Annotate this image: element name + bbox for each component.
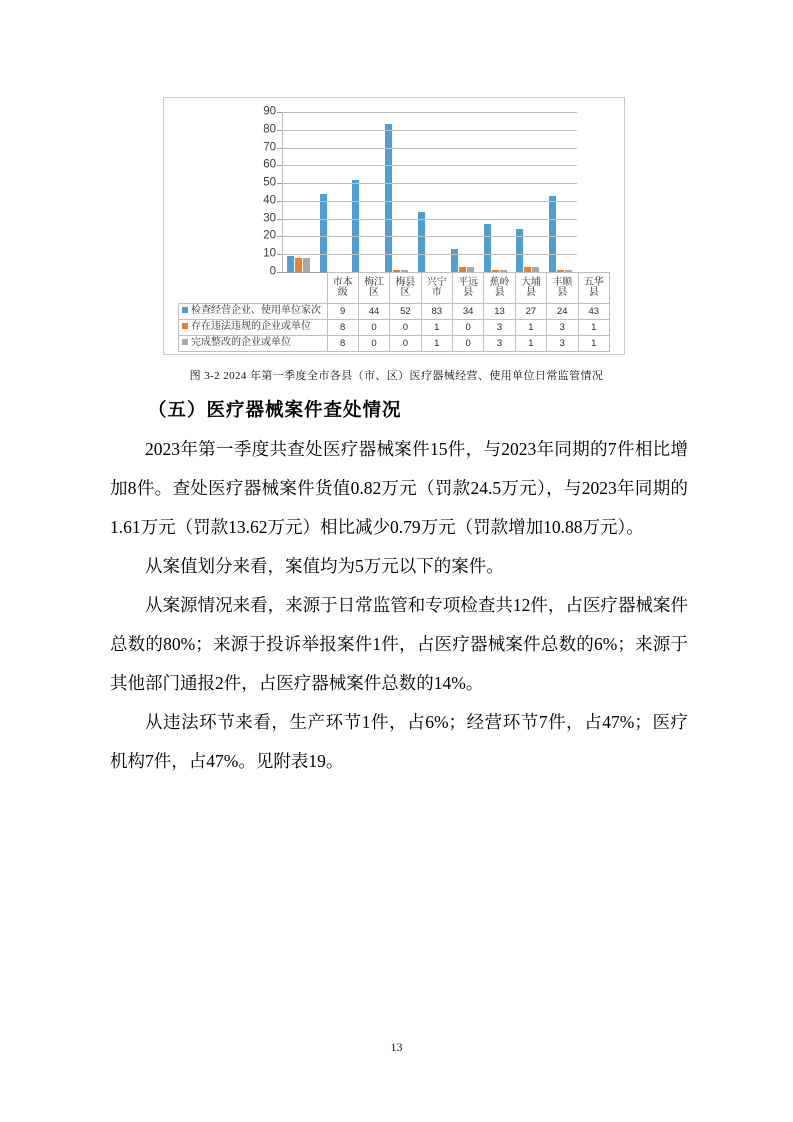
figure-chart-container xyxy=(163,97,625,355)
y-axis-tick-label: 0 xyxy=(269,265,276,278)
chart-gridline xyxy=(282,183,577,184)
legend-color-swatch-icon xyxy=(182,323,188,329)
table-column-header-line: 县 xyxy=(494,287,505,298)
chart-legend-item xyxy=(179,320,328,336)
table-column-header-line: 县 xyxy=(525,287,536,298)
chart-category-group xyxy=(348,112,381,272)
y-axis-tick-label: 70 xyxy=(263,140,276,153)
chart-legend-label: 检查经营企业、使用单位家次 xyxy=(191,305,321,317)
y-axis-tick-mark xyxy=(277,236,282,237)
table-cell: 0 xyxy=(358,336,389,352)
table-cell: 3 xyxy=(547,336,578,352)
table-column-header xyxy=(358,273,389,304)
table-cell: 44 xyxy=(358,304,389,320)
chart-bar xyxy=(352,180,359,272)
table-column-header xyxy=(547,273,578,304)
chart-gridline xyxy=(282,130,577,131)
chart-category-group xyxy=(380,112,413,272)
y-axis-tick-mark xyxy=(277,130,282,131)
table-column-header-line: 县 xyxy=(463,287,474,298)
table-cell: 1 xyxy=(578,320,610,336)
table-cell: 13 xyxy=(484,304,515,320)
chart-category-group xyxy=(511,112,544,272)
y-axis-tick-mark xyxy=(277,254,282,255)
chart-gridline xyxy=(282,236,577,237)
chart-category-group xyxy=(413,112,446,272)
chart-bar xyxy=(303,258,310,272)
chart-category-group xyxy=(315,112,348,272)
chart-data-table-body xyxy=(179,273,610,352)
y-axis-tick-label: 50 xyxy=(263,176,276,189)
table-column-header-line: 县 xyxy=(588,287,599,298)
chart-legend-item xyxy=(179,304,328,320)
body-paragraph: 从违法环节来看，生产环节1件，占6%；经营环节7件，占47%；医疗机构7件，占47%。见附表19。 xyxy=(110,712,688,771)
table-column-header-line: 蕉岭 xyxy=(489,276,510,288)
chart-gridline xyxy=(282,219,577,220)
table-cell: 43 xyxy=(578,304,610,320)
y-axis-tick-mark xyxy=(277,183,282,184)
table-cell: 8 xyxy=(327,336,358,352)
y-axis xyxy=(252,105,280,278)
y-axis-tick-mark xyxy=(277,112,282,113)
chart-legend-label: 存在违法违规的企业或单位 xyxy=(191,321,311,333)
table-cell: 1 xyxy=(515,320,546,336)
table-column-header xyxy=(327,273,358,304)
table-column-header-line: 平远 xyxy=(458,276,479,288)
page-number: 13 xyxy=(390,1040,403,1054)
table-cell: 1 xyxy=(421,320,452,336)
chart-gridline xyxy=(282,148,577,149)
body-paragraph: 从案值划分来看，案值均为5万元以下的案件。 xyxy=(145,556,504,576)
legend-color-swatch-icon xyxy=(182,339,188,345)
chart-legend-label: 完成整改的企业或单位 xyxy=(191,337,291,349)
chart-bar xyxy=(295,258,302,272)
chart-bar xyxy=(418,212,425,272)
table-column-header xyxy=(453,273,484,304)
chart-category-group xyxy=(282,112,315,272)
table-column-header-line: 区 xyxy=(369,287,380,298)
chart-legend-item xyxy=(179,336,328,352)
chart-data-table xyxy=(178,272,610,352)
table-column-header-line: 兴宁 xyxy=(426,276,447,288)
table-cell: 8 xyxy=(327,320,358,336)
table-corner-cell xyxy=(179,273,328,304)
chart-bar xyxy=(549,196,556,272)
table-column-header xyxy=(515,273,546,304)
table-column-header-line: 区 xyxy=(400,287,411,298)
table-column-header-line: 梅县 xyxy=(395,276,416,288)
legend-color-swatch-icon xyxy=(182,307,188,313)
table-row xyxy=(179,273,610,304)
table-cell: 3 xyxy=(484,320,515,336)
table-column-header xyxy=(390,273,421,304)
body-text-block xyxy=(110,430,688,781)
table-cell: 27 xyxy=(515,304,546,320)
table-cell: 9 xyxy=(327,304,358,320)
table-column-header-line: 大埔 xyxy=(520,276,541,288)
figure-caption: 图 3-2 2024 年第一季度全市各县（市、区）医疗器械经营、使用单位日常监管情况 xyxy=(189,370,604,382)
y-axis-tick-label: 20 xyxy=(263,229,276,242)
table-cell: 1 xyxy=(515,336,546,352)
table-row xyxy=(179,304,610,320)
chart-gridline xyxy=(282,201,577,202)
chart-category-group xyxy=(446,112,479,272)
table-cell: 24 xyxy=(547,304,578,320)
table-cell: 0 xyxy=(358,320,389,336)
bar-chart xyxy=(164,98,624,354)
y-axis-tick-label: 90 xyxy=(263,105,276,118)
table-cell: 0 xyxy=(390,320,421,336)
y-axis-tick-mark xyxy=(277,148,282,149)
table-column-header xyxy=(421,273,452,304)
table-column-header-line: 五华 xyxy=(583,276,604,288)
table-row xyxy=(179,320,610,336)
chart-gridline xyxy=(282,254,577,255)
body-paragraph: 2023年第一季度共查处医疗器械案件15件，与2023年同期的7件相比增加8件。查处医疗器械案件货值0.82万元（罚款24.5万元），与2023年同期的1.61万元（罚款13.62万元）相比减少0.79万元（罚款增加10.88万元）。 xyxy=(110,439,688,537)
table-cell: 3 xyxy=(484,336,515,352)
chart-bar xyxy=(320,194,327,272)
table-row xyxy=(179,336,610,352)
table-cell: 1 xyxy=(421,336,452,352)
table-cell: 83 xyxy=(421,304,452,320)
table-column-header-line: 市 xyxy=(431,287,442,298)
y-axis-tick-label: 30 xyxy=(263,211,276,224)
table-column-header-line: 丰顺 xyxy=(552,276,573,288)
y-axis-tick-label: 60 xyxy=(263,158,276,171)
chart-category-group xyxy=(479,112,512,272)
y-axis-tick-mark xyxy=(277,165,282,166)
table-column-header-line: 级 xyxy=(337,287,348,298)
table-column-header xyxy=(578,273,610,304)
table-cell: 0 xyxy=(453,336,484,352)
table-cell: 34 xyxy=(453,304,484,320)
chart-bar xyxy=(484,224,491,272)
chart-bar xyxy=(451,249,458,272)
table-column-header-line: 市本 xyxy=(332,276,353,288)
table-cell: 1 xyxy=(578,336,610,352)
chart-bar xyxy=(287,256,294,272)
table-cell: 0 xyxy=(390,336,421,352)
table-cell: 52 xyxy=(390,304,421,320)
chart-bars-layer xyxy=(282,112,577,272)
table-column-header-line: 县 xyxy=(557,287,568,298)
body-paragraph: 从案源情况来看，来源于日常监管和专项检查共12件，占医疗器械案件总数的80%；来源于投诉举报案件1件，占医疗器械案件总数的6%；来源于其他部门通报2件，占医疗器械案件总数的14%。 xyxy=(110,595,688,693)
y-axis-tick-mark xyxy=(277,219,282,220)
y-axis-tick-mark xyxy=(277,201,282,202)
y-axis-tick-label: 80 xyxy=(263,123,276,136)
y-axis-tick-label: 40 xyxy=(263,194,276,207)
section-heading: （五）医疗器械案件查处情况 xyxy=(148,401,402,421)
chart-gridline xyxy=(282,165,577,166)
chart-category-group xyxy=(544,112,577,272)
chart-gridline xyxy=(282,112,577,113)
chart-plot-area xyxy=(263,105,577,278)
table-column-header-line: 梅江 xyxy=(364,276,385,288)
table-cell: 3 xyxy=(547,320,578,336)
y-axis-tick-label: 10 xyxy=(263,247,276,260)
table-cell: 0 xyxy=(453,320,484,336)
table-column-header xyxy=(484,273,515,304)
